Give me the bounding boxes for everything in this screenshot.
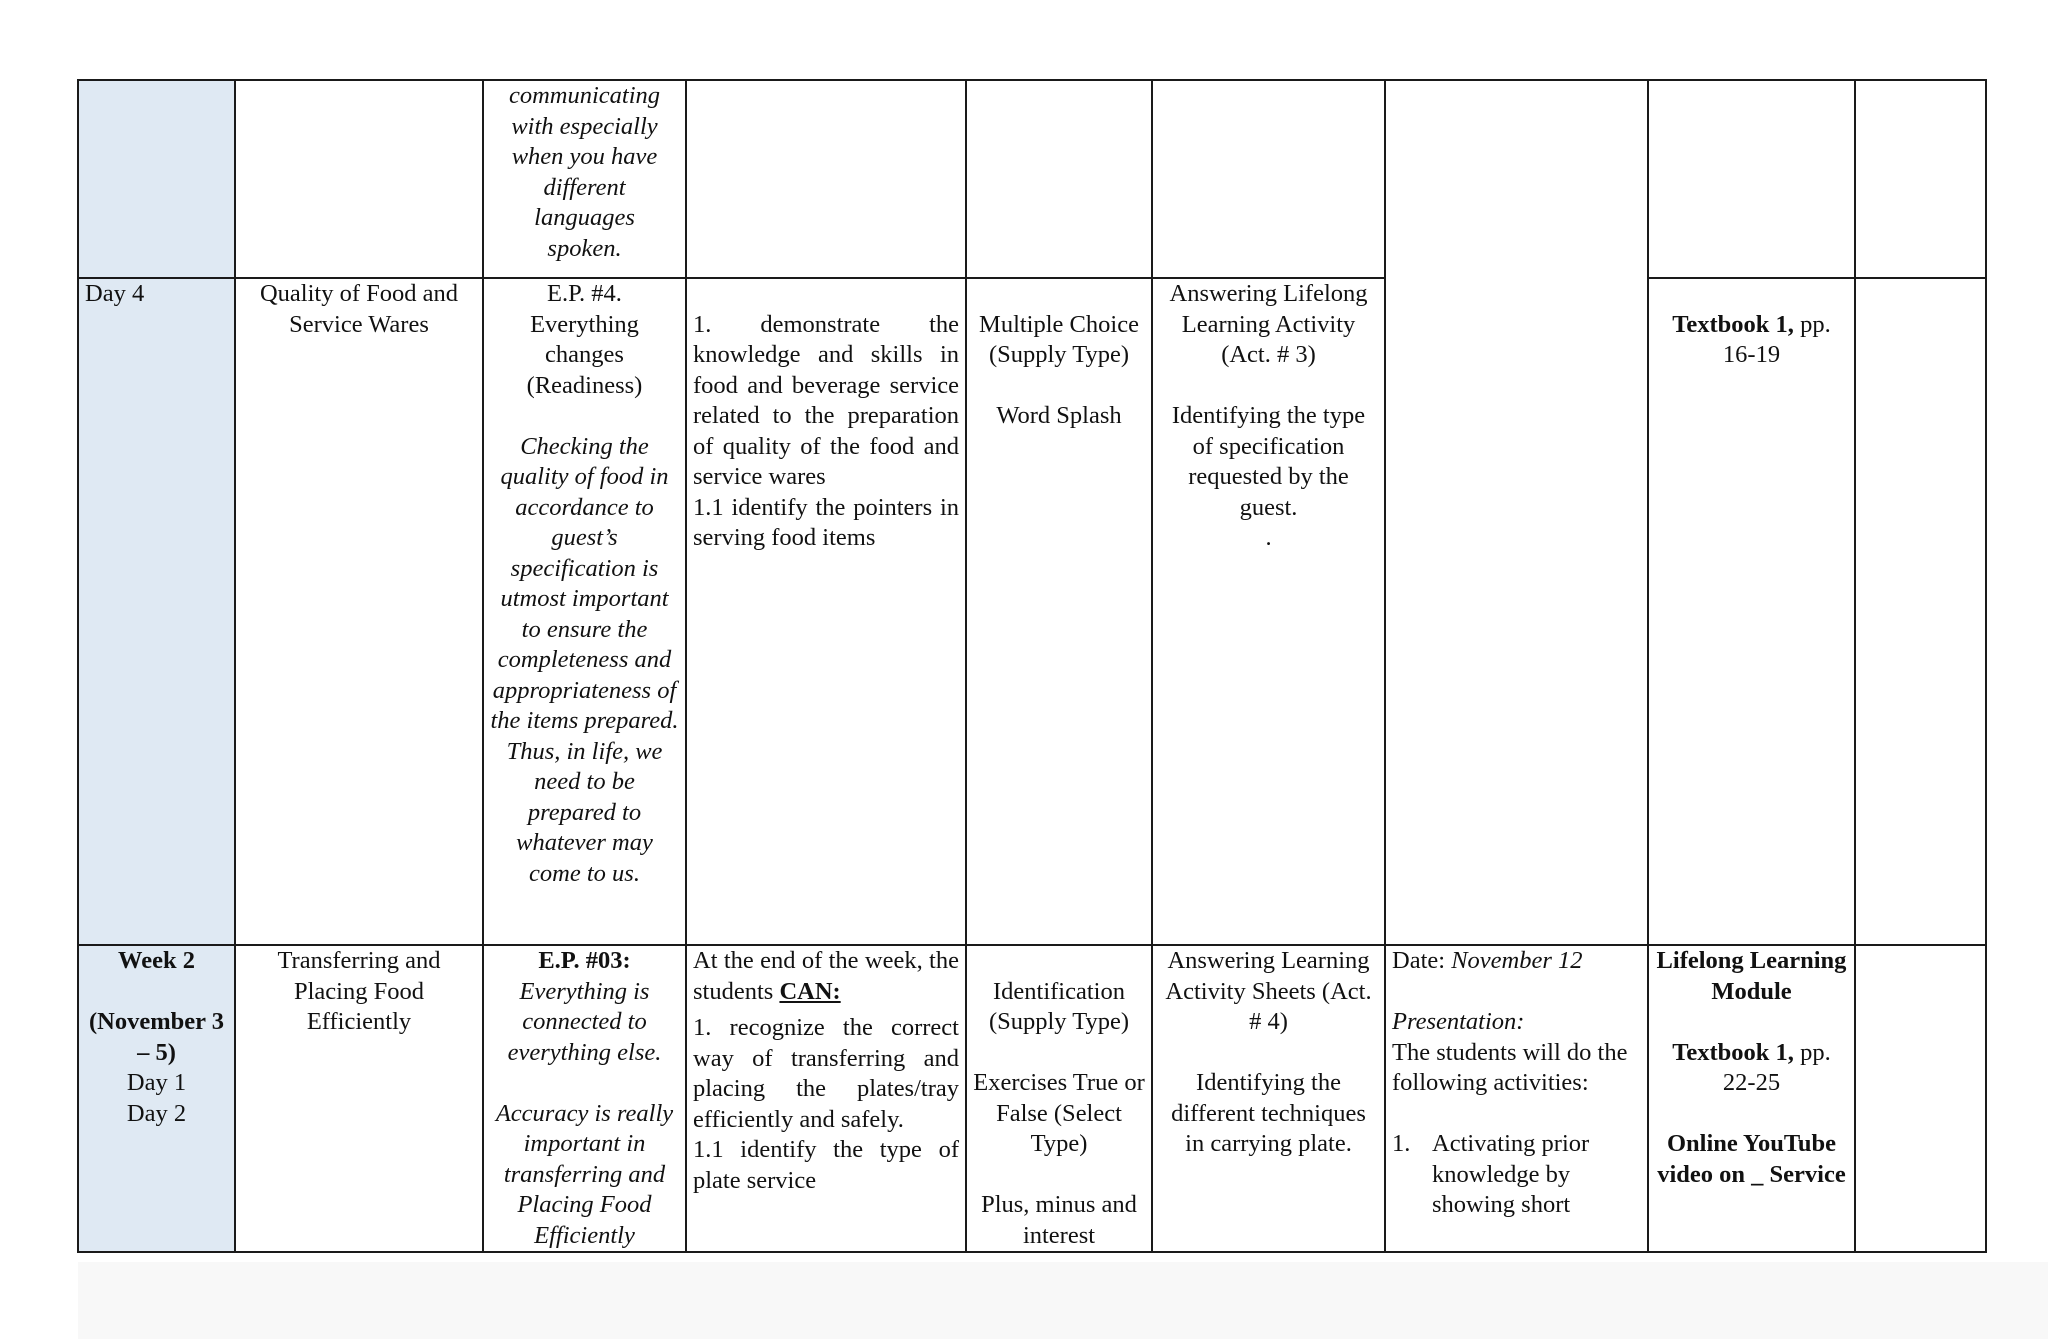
page-bottom-band: [78, 1262, 2048, 1339]
procedure-date-label: Date:: [1392, 947, 1452, 974]
objectives-intro-text: At the end of the week, the students: [693, 947, 959, 1005]
values-italic-text: Checking the quality of food in accordance to guest’s specification is utmost important to ensure the completeness and appropriateness of the items prepared. Thus, in life, we need to be prepared to whatever may come to us.: [490, 432, 679, 887]
remarks-cell: [1855, 278, 1986, 945]
topic-text: Transferring and Placing Food Efficiently: [277, 947, 441, 1035]
objective-item: 1.1 identify the pointers in serving food items: [693, 493, 959, 551]
week-label: Week 2: [118, 947, 195, 974]
objectives-can: CAN:: [779, 977, 841, 1005]
objective-item: 1. recognize the correct way of transferring and placing the plates/tray efficiently and safely.: [693, 1014, 959, 1133]
values-line: changes: [545, 341, 624, 368]
procedure-presentation: Presentation:: [1392, 1008, 1525, 1035]
values-line: spoken.: [547, 234, 622, 262]
assessment-item: Multiple Choice (Supply Type): [979, 310, 1139, 368]
resources-text: [1655, 1038, 1848, 1099]
day-label: Day 2: [126, 1099, 187, 1127]
activity-item: Answering Lifelong Learning Activity (Act. # 3): [1169, 280, 1368, 368]
activity-item: Identifying the different techniques in carrying plate.: [1171, 1069, 1366, 1157]
values-line: Everything: [530, 310, 639, 338]
objectives-cell: [686, 80, 966, 278]
resources-bold: Textbook 1,: [1672, 1038, 1794, 1066]
objective-item: 1.1 identify the type of plate service: [693, 1136, 959, 1194]
values-line: languages: [534, 204, 635, 231]
objectives-intro: [693, 946, 959, 1007]
activity-item: Answering Learning Activity Sheets (Act. # 4): [1165, 947, 1372, 1035]
table-row: [78, 945, 1986, 1252]
lesson-plan-table: [77, 79, 1987, 1253]
values-line: with especially: [511, 112, 658, 140]
resources-cell: [1648, 80, 1855, 278]
objectives-cell: [686, 945, 966, 1252]
activity-cell: [1152, 945, 1385, 1252]
topic-cell: [235, 80, 483, 278]
topic-cell: [235, 945, 483, 1252]
procedure-item-text: Activating prior knowledge by showing short: [1432, 1130, 1590, 1218]
values-integration-cell: [483, 278, 686, 945]
day-cell: [78, 945, 235, 1252]
values-heading: E.P. #4.: [547, 280, 622, 307]
resources-rest: pp. 22-25: [1722, 1038, 1831, 1096]
values-line: (Readiness): [526, 371, 643, 399]
activity-item: .: [1265, 524, 1272, 551]
procedure-cell: [1385, 80, 1648, 945]
assessment-item: Word Splash: [996, 402, 1122, 429]
values-integration-cell: [483, 80, 686, 278]
week-dates: (November 3 – 5): [89, 1008, 224, 1066]
values-line: communicating: [508, 82, 661, 109]
procedure-date: [1392, 946, 1641, 977]
assessment-cell: [966, 945, 1152, 1252]
procedure-text: The students will do the following activities:: [1392, 1038, 1628, 1096]
assessment-item: Identification (Supply Type): [988, 977, 1130, 1035]
remarks-cell: [1855, 80, 1986, 278]
resources-cell: [1648, 945, 1855, 1252]
objective-item: 1. demonstrate the knowledge and skills in food and beverage service related to the preparation of quality of the food and service wares: [693, 310, 959, 490]
topic-text: Quality of Food and Service Wares: [259, 280, 459, 338]
assessment-item: Exercises True or False (Select Type): [973, 1069, 1145, 1157]
activity-cell: [1152, 278, 1385, 945]
objectives-cell: [686, 278, 966, 945]
day-label: Day 1: [126, 1069, 187, 1096]
assessment-item: Plus, minus and interest: [981, 1191, 1137, 1249]
resources-cell: [1648, 278, 1855, 945]
procedure-date-value: November 12: [1451, 947, 1583, 974]
resources-module: Lifelong Learning Module: [1656, 947, 1847, 1005]
resources-text: [1655, 310, 1848, 371]
remarks-cell: [1855, 945, 1986, 1252]
assessment-cell: [966, 278, 1152, 945]
table-row: [78, 80, 1986, 278]
activity-cell: [1152, 80, 1385, 278]
values-italic-text: Accuracy is really important in transferring and Placing Food Efficiently: [495, 1099, 674, 1249]
values-heading: E.P. #03:: [538, 947, 631, 974]
resources-online: Online YouTube video on _ Service: [1657, 1130, 1846, 1188]
values-line: when you have: [511, 143, 658, 170]
day-label: Day 4: [85, 280, 145, 307]
resources-bold: Textbook 1,: [1672, 310, 1794, 338]
day-cell: [78, 278, 235, 945]
values-italic-text: Everything is connected to everything else.: [507, 977, 662, 1066]
procedure-list-item: [1392, 1129, 1641, 1221]
topic-cell: [235, 278, 483, 945]
day-cell: [78, 80, 235, 278]
values-integration-cell: [483, 945, 686, 1252]
resources-rest: pp. 16-19: [1722, 310, 1831, 368]
values-line: different: [543, 173, 626, 201]
procedure-cell: [1385, 945, 1648, 1252]
procedure-item-number: 1.: [1392, 1130, 1411, 1157]
activity-item: Identifying the type of specification requested by the guest.: [1171, 402, 1366, 521]
assessment-cell: [966, 80, 1152, 278]
table-row: [78, 278, 1986, 945]
